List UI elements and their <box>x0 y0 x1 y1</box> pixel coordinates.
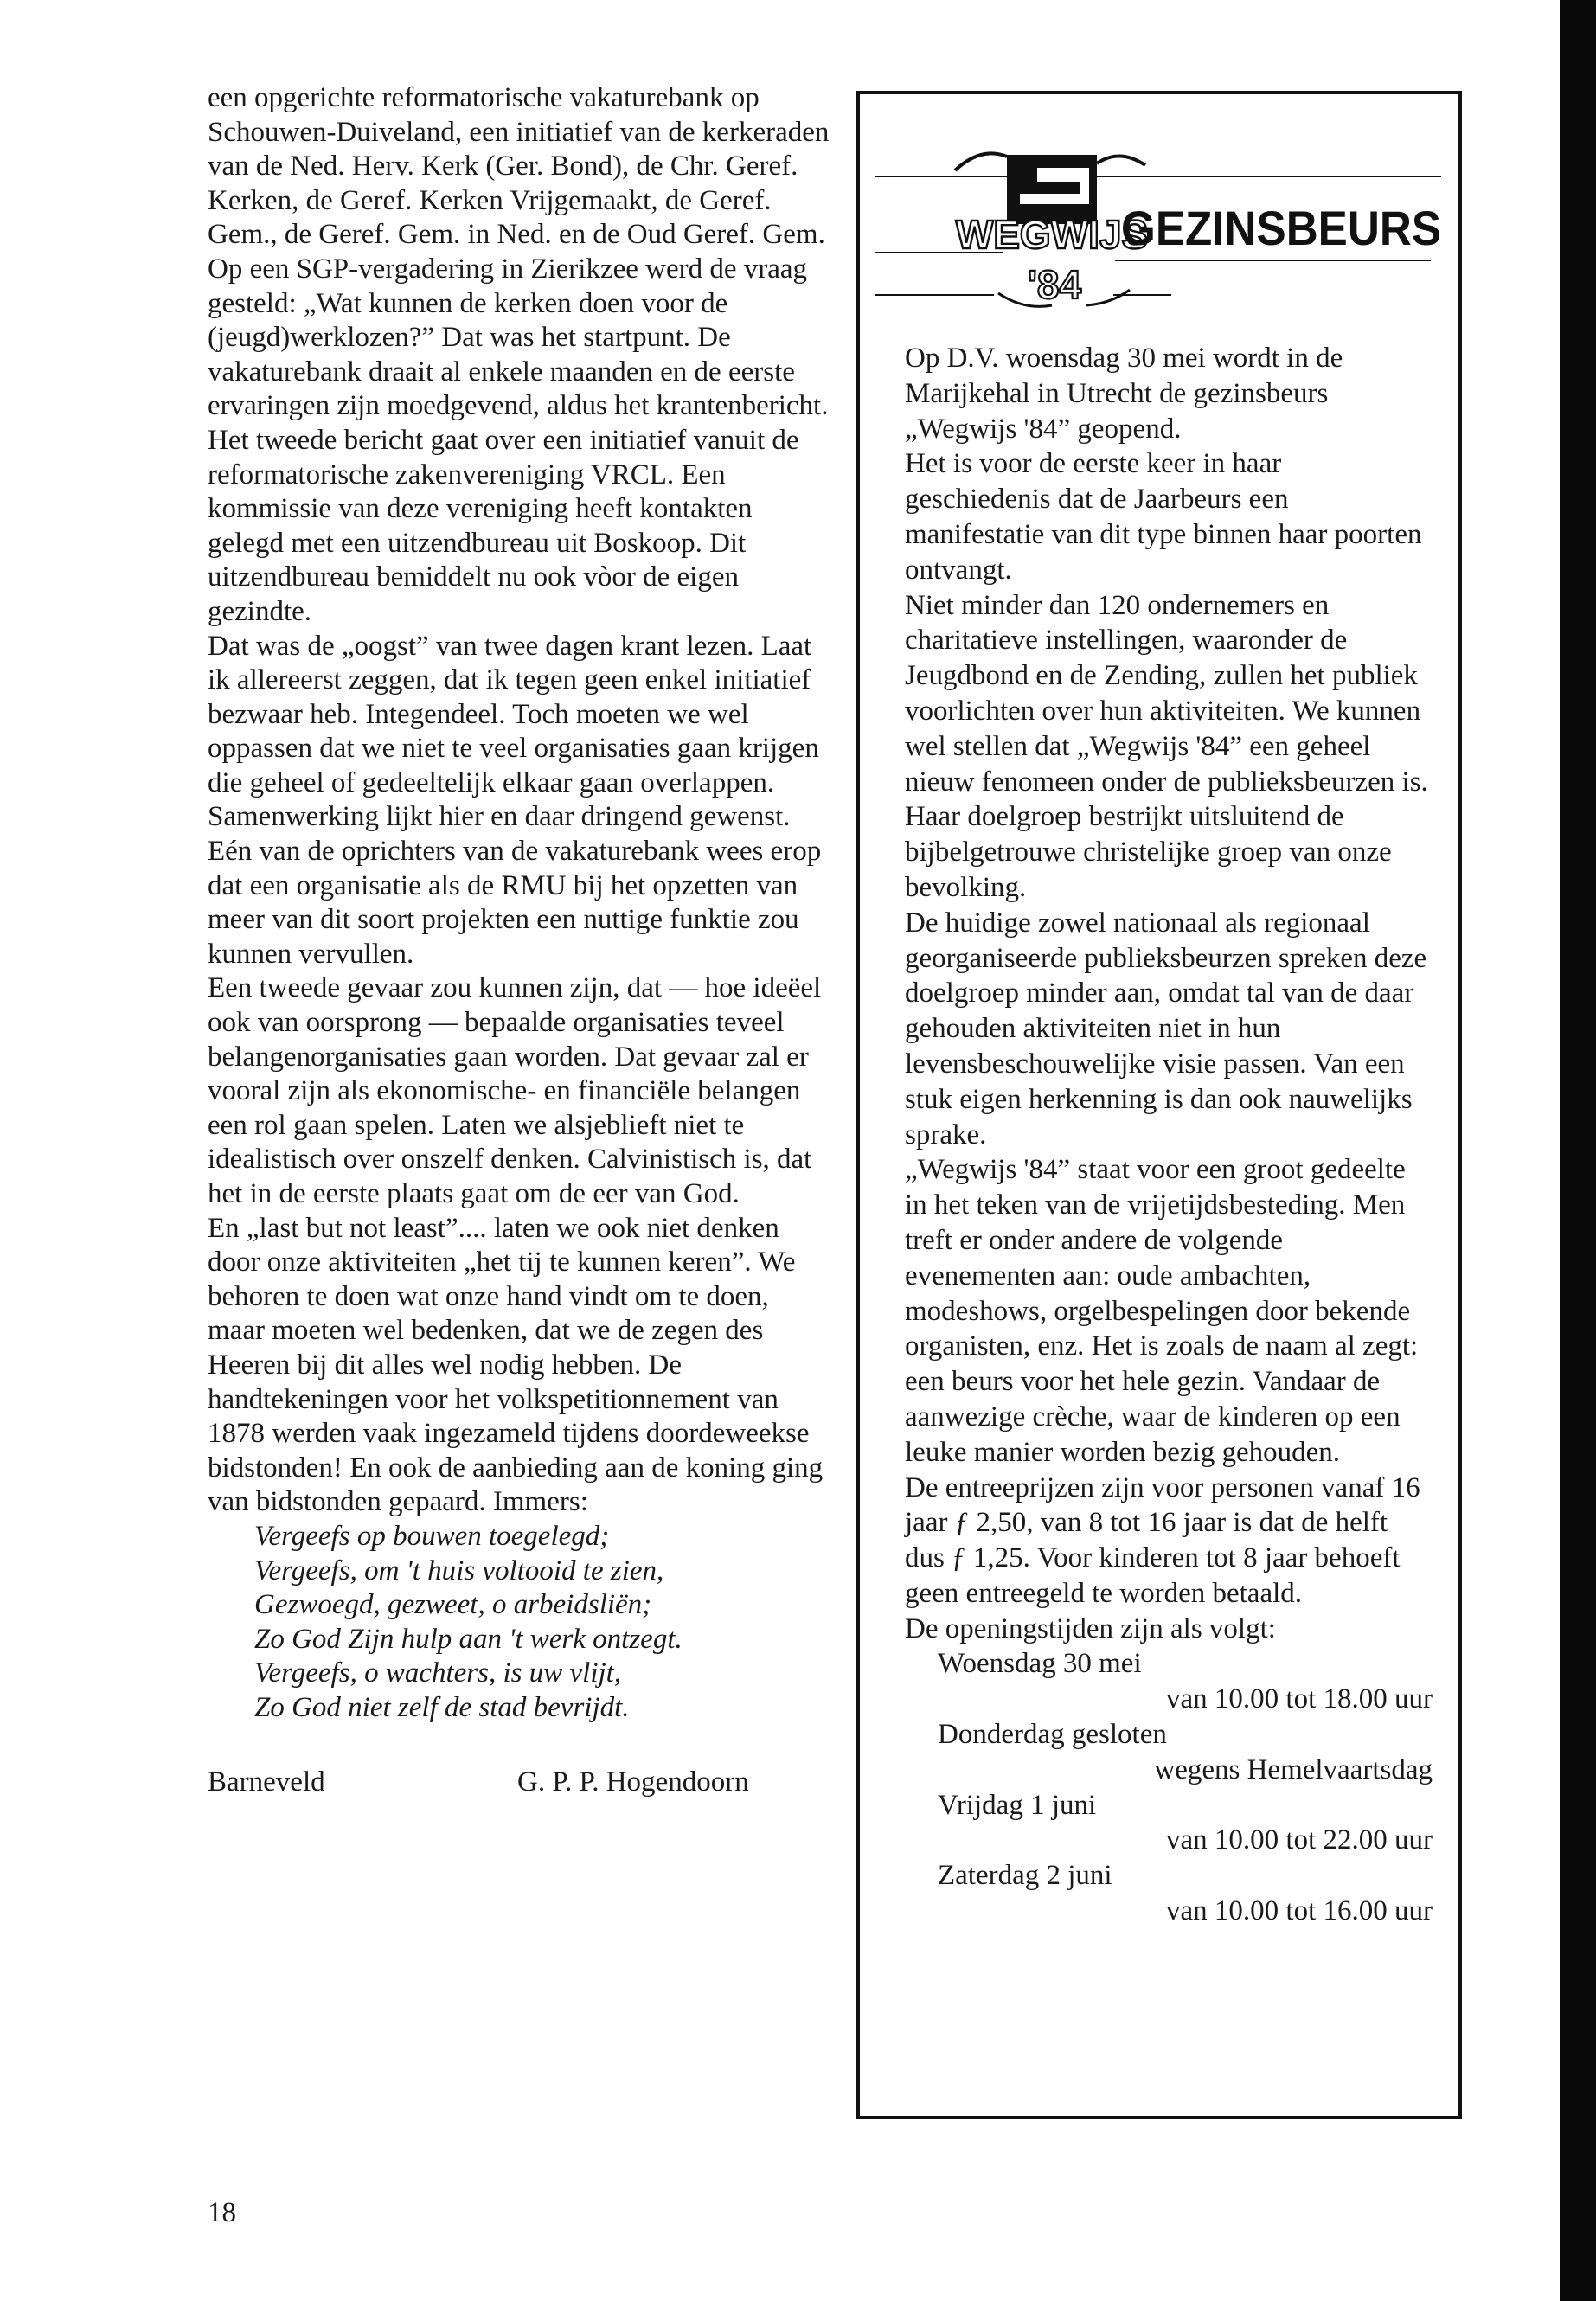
signature-place: Barneveld <box>208 1766 325 1798</box>
wegwijs-logo-graphic <box>860 94 1458 345</box>
gezinsbeurs-announcement-box <box>856 91 1462 2119</box>
article-paragraph: Het tweede bericht gaat over een initiatief vanuit de reformatorische zakenvereniging VRCL. Een kommissie van deze vereniging heeft kontakten gelegd met een uitzendbureau uit Boskoop. Dit uitzendbureau bemiddelt nu ook vòor de eigen gezindte. <box>208 424 799 627</box>
page-edge-bar <box>1560 0 1596 2301</box>
page-number: 18 <box>208 2197 236 2228</box>
announcement-paragraph: Op D.V. woensdag 30 mei wordt in de Marijkehal in Utrecht de gezinsbeurs „Wegwijs '84” geopend. <box>905 343 1343 445</box>
logo-year: '84 <box>1027 262 1082 307</box>
opening-hours <box>905 1646 1433 1928</box>
poem-line: Zo God niet zelf de stad bevrijdt. <box>254 1691 630 1723</box>
article-paragraph: Dat was de „oogst” van twee dagen krant lezen. Laat ik allereerst zeggen, dat ik tegen geen enkel initiatief bezwaar heb. Integendeel. Toch moeten we wel oppassen dat we niet te veel organisaties gaan krijgen die geheel of gedeeltelijk elkaar gaan overlappen. Samenwerking lijkt hier en daar dringend gewenst. Eén van de oprichters van de vakaturebank wees erop dat een organisatie als de RMU bij het opzetten van meer van dit soort projekten een nuttige funktie zou kunnen vervullen. <box>208 630 822 970</box>
wegwijs-logo <box>860 94 1458 345</box>
poem-line: Zo God Zijn hulp aan 't werk ontzegt. <box>254 1623 683 1655</box>
signature-author: G. P. P. Hogendoorn <box>517 1766 749 1798</box>
signature-row <box>208 1766 830 1800</box>
article-paragraph: een opgerichte reformatorische vakaturebank op Schouwen-Duiveland, een initiatief van de kerkeraden van de Ned. Herv. Kerk (Ger. Bond), de Chr. Geref. Kerken, de Geref. Kerken Vrijgemaakt, de Geref. Gem., de Geref. Gem. in Ned. en de Oud Geref. Gem. Op een SGP-vergadering in Zierikzee werd de vraag gesteld: „Wat kunnen de kerken doen voor de (jeugd)werklozen?” Dat was het startpunt. De vakaturebank draait al enkele maanden en de eerste ervaringen zijn moedgevend, aldus het krantenbericht. <box>208 82 830 422</box>
poem-line: Vergeefs, o wachters, is uw vlijt, <box>254 1657 622 1689</box>
article-column <box>208 81 830 1800</box>
announcement-paragraph: De openingstijden zijn als volgt: <box>905 1612 1276 1644</box>
announcement-paragraph: De entreeprijzen zijn voor personen vanaf 16 jaar ƒ 2,50, van 8 tot 16 jaar is dat de helft dus ƒ 1,25. Voor kinderen tot 8 jaar behoeft geen entreegeld te worden betaald. <box>905 1471 1420 1609</box>
poem-quote <box>254 1520 830 1726</box>
poem-line: Vergeefs, om 't huis voltooid te zien, <box>254 1554 664 1586</box>
opening-time: van 10.00 tot 22.00 uur <box>1166 1824 1433 1856</box>
poem-line: Vergeefs op bouwen toegelegd; <box>254 1520 610 1552</box>
opening-day: Donderdag gesloten <box>938 1719 1167 1751</box>
poem-line: Gezwoegd, gezweet, o arbeidsliën; <box>254 1589 652 1621</box>
opening-time: van 10.00 tot 16.00 uur <box>1166 1895 1433 1927</box>
logo-word: WEGWIJS <box>955 212 1149 257</box>
article-paragraph: Een tweede gevaar zou kunnen zijn, dat — hoe ideëel ook van oorsprong — bepaalde organisaties teveel belangenorganisaties gaan worden. Dat gevaar zal er vooral zijn als ekonomische- en financiële belangen een rol gaan spelen. Laten we alsjeblieft niet te idealistisch over onszelf denken. Calvinistisch is, dat het in de eerste plaats gaat om de eer van God. <box>208 972 822 1209</box>
announcement-paragraph: „Wegwijs '84” staat voor een groot gedeelte in het teken van de vrijetijdsbesteding. Men treft er onder andere de volgende evenementen aan: oude ambachten, modeshows, orgelbespelingen door bekende organisten, enz. Het is zoals de naam al zegt: een beurs voor het hele gezin. Vandaar de aanwezige crèche, waar de kinderen op een leuke manier worden bezig gehouden. <box>905 1154 1419 1468</box>
opening-time: wegens Hemelvaartsdag <box>1154 1753 1433 1785</box>
announcement-paragraph: Het is voor de eerste keer in haar geschiedenis dat de Jaarbeurs een manifestatie van dit type binnen haar poorten ontvangt. <box>905 448 1422 586</box>
article-paragraph: En „last but not least”.... laten we ook niet denken door onze aktiviteiten „het tij te kunnen keren”. We behoren te doen wat onze hand vindt om te doen, maar moeten wel bedenken, dat we de zegen des Heeren bij dit alles wel nodig hebben. De handtekeningen voor het volkspetitionnement van 1878 werden vaak ingezameld tijdens doordeweekse bidstonden! En ook de aanbieding aan de koning ging van bidstonden gepaard. Immers: <box>208 1212 824 1518</box>
logo-year-swoosh <box>1086 290 1130 305</box>
opening-day: Vrijdag 1 juni <box>938 1789 1097 1821</box>
announcement-text <box>905 341 1433 1929</box>
opening-day: Zaterdag 2 juni <box>938 1860 1112 1892</box>
opening-day: Woensdag 30 mei <box>938 1648 1142 1680</box>
opening-time: van 10.00 tot 18.00 uur <box>1166 1683 1433 1715</box>
announcement-paragraph: De huidige zowel nationaal als regionaal georganiseerde publieksbeurzen spreken deze doelgroep minder aan, omdat tal van de daar gehouden aktiviteiten niet in hun levensbeschouwelijke visie passen. Van een stuk eigen herkenning is dan ook nauwelijks sprake. <box>905 907 1427 1150</box>
announcement-paragraph: Niet minder dan 120 ondernemers en charitatieve instellingen, waaronder de Jeugdbond en de Zending, zullen het publiek voorlichten over hun aktiviteiten. We kunnen wel stellen dat „Wegwijs '84” een geheel nieuw fenomeen onder de publieksbeurzen is. Haar doelgroep bestrijkt uitsluitend de bijbelgetrouwe christelijke groep van onze bevolking. <box>905 589 1428 903</box>
logo-heading: GEZINSBEURS <box>1121 201 1441 255</box>
